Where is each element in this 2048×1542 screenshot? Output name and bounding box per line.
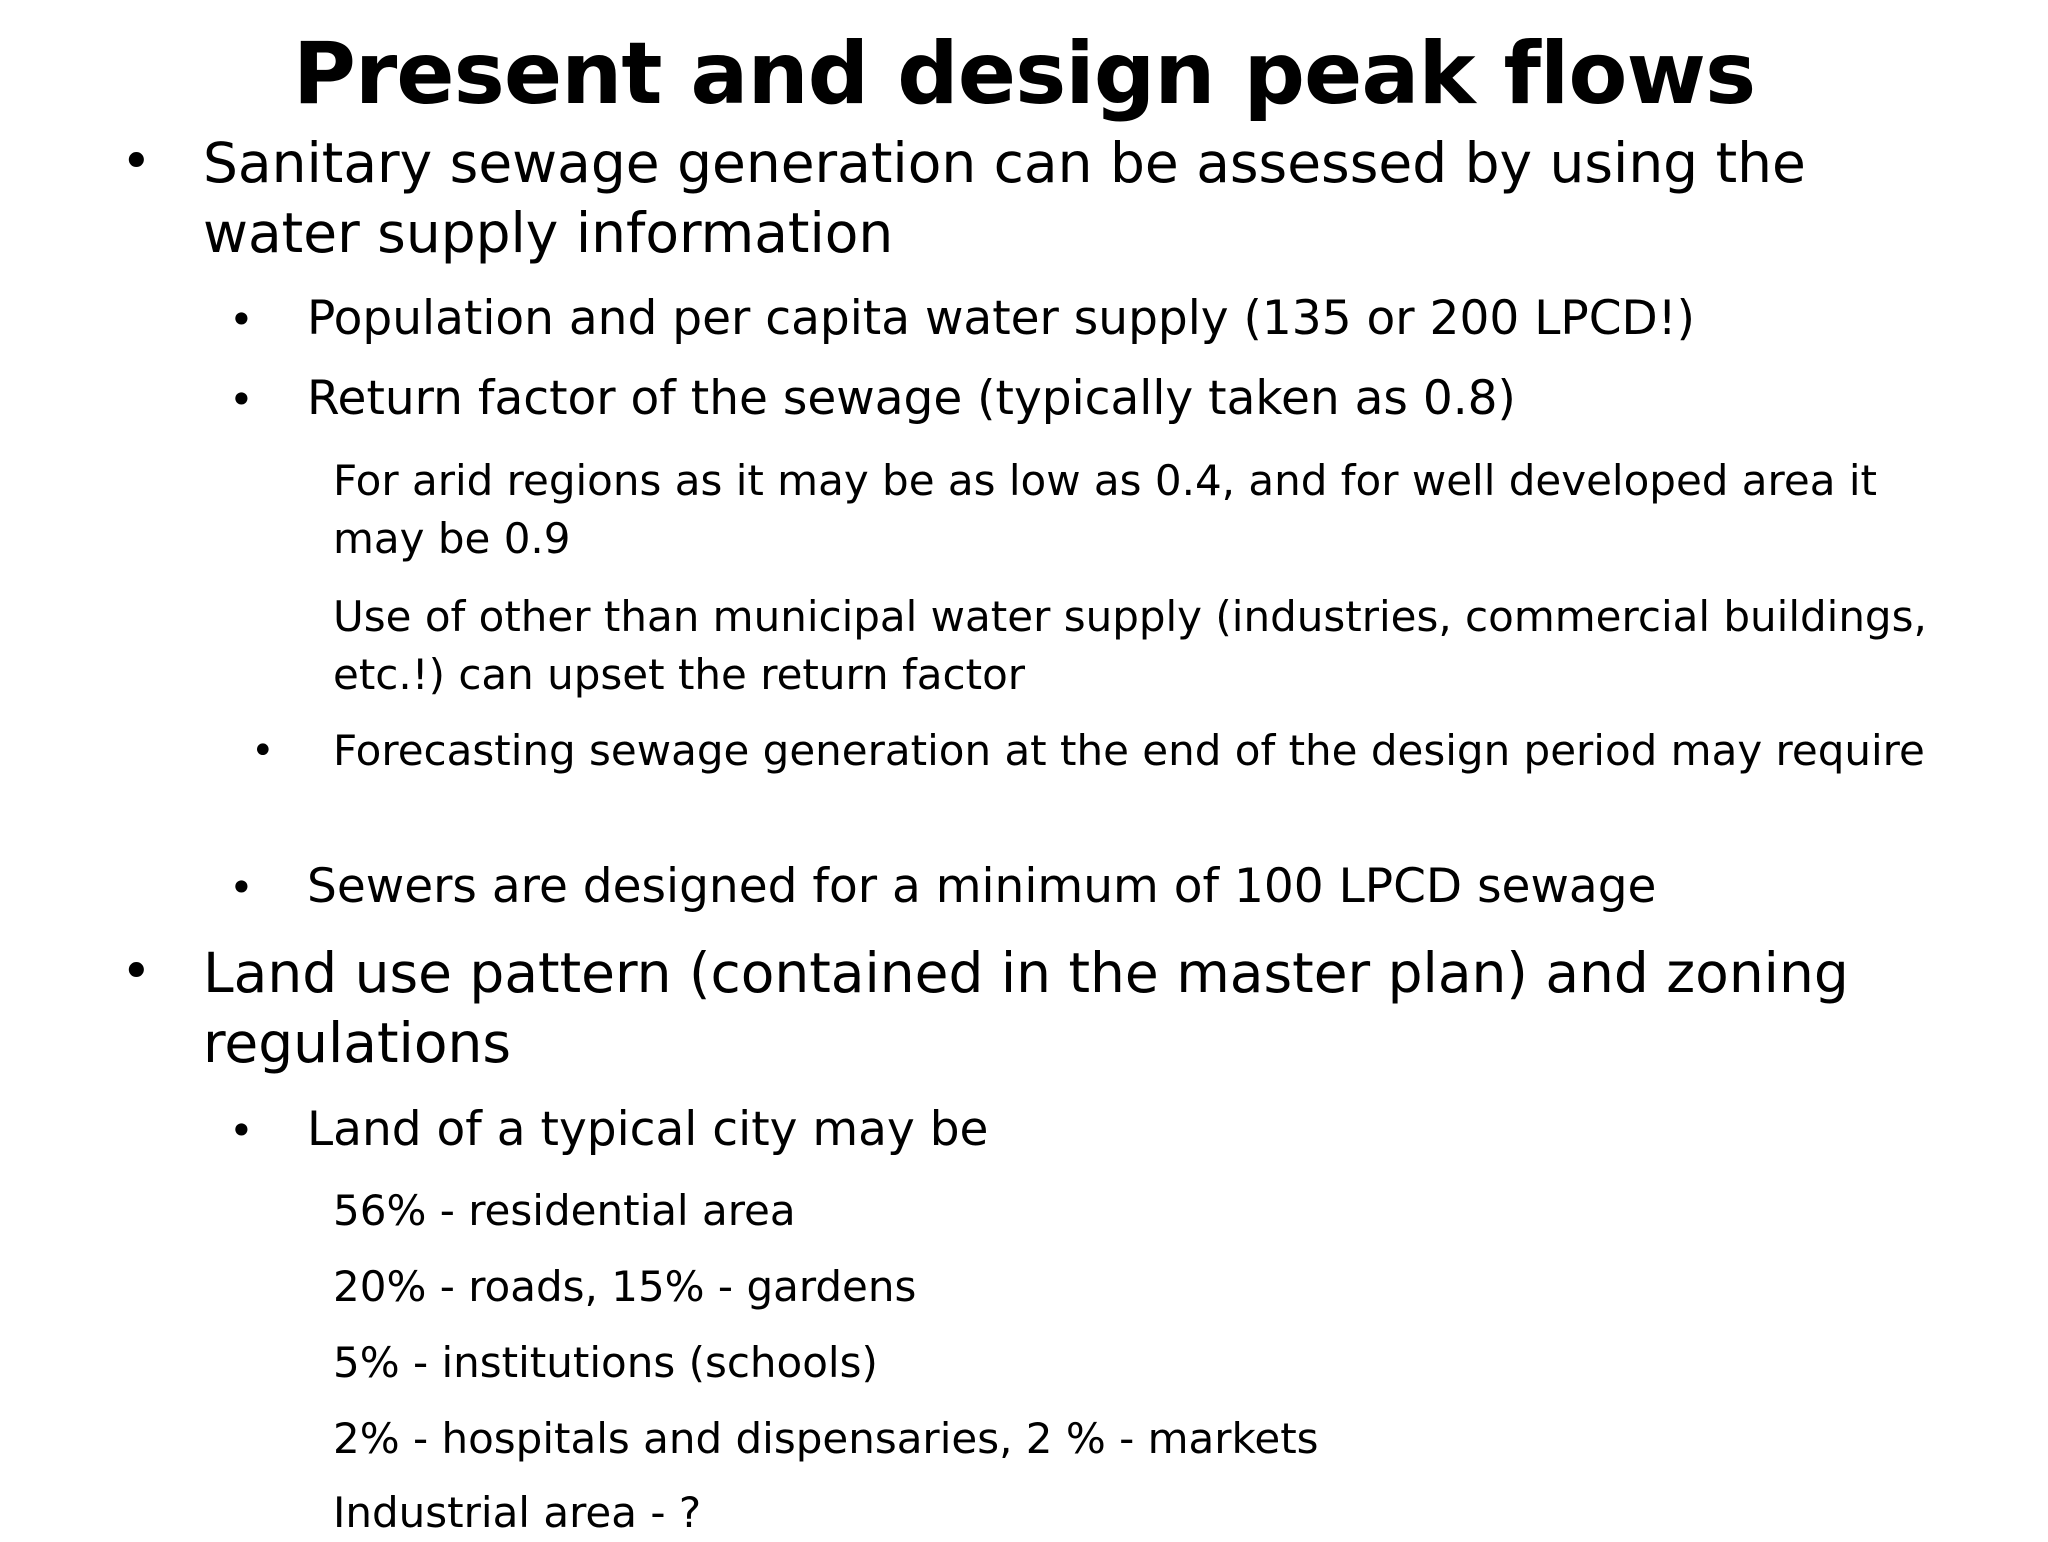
bullet-text: Land of a typical city may be bbox=[307, 1102, 989, 1157]
slide-title: Present and design peak flows bbox=[292, 24, 1756, 124]
bullet-dot: • bbox=[121, 132, 152, 192]
text-industrial bbox=[333, 1484, 1943, 1542]
bullet-text: 5% - institutions (schools) bbox=[333, 1338, 878, 1387]
text-other-water-supply bbox=[333, 588, 1943, 704]
bullet-dot: • bbox=[251, 728, 275, 774]
bullet-dot: • bbox=[229, 863, 254, 912]
bullet-text: 2% - hospitals and dispensaries, 2 % - markets bbox=[333, 1414, 1319, 1463]
bullet-sanitary-sewage bbox=[121, 128, 1903, 268]
bullet-return-factor bbox=[229, 370, 1957, 428]
bullet-dot: • bbox=[229, 375, 254, 424]
bullet-dot: • bbox=[121, 942, 152, 1002]
bullet-text: Population and per capita water supply (135 or 200 LPCD!) bbox=[307, 291, 1695, 346]
text-institutions bbox=[333, 1334, 1943, 1392]
bullet-text: 56% - residential area bbox=[333, 1186, 796, 1235]
text-hospitals-markets bbox=[333, 1410, 1943, 1468]
bullet-text: Return factor of the sewage (typically taken as 0.8) bbox=[307, 371, 1516, 426]
text-arid-regions bbox=[333, 452, 1943, 568]
bullet-text: For arid regions as it may be as low as 0.4, and for well developed area it may be 0.9 bbox=[333, 456, 1877, 563]
bullet-land-use bbox=[121, 938, 1903, 1078]
bullet-population bbox=[229, 290, 1957, 348]
bullet-text: Forecasting sewage generation at the end of the design period may require bbox=[333, 726, 1925, 775]
bullet-forecasting bbox=[251, 722, 1943, 780]
bullet-text: Industrial area - ? bbox=[333, 1488, 702, 1537]
bullet-text: Land use pattern (contained in the master plan) and zoning regulations bbox=[203, 941, 1849, 1075]
bullet-dot: • bbox=[229, 1106, 254, 1155]
bullet-text: Use of other than municipal water supply (industries, commercial buildings, etc.!) can upset the return factor bbox=[333, 592, 1927, 699]
bullet-text: Sanitary sewage generation can be assessed by using the water supply information bbox=[203, 131, 1806, 265]
text-roads-gardens bbox=[333, 1258, 1943, 1316]
text-residential bbox=[333, 1182, 1943, 1240]
bullet-land-typical-city bbox=[229, 1101, 1957, 1159]
bullet-text: 20% - roads, 15% - gardens bbox=[333, 1262, 917, 1311]
bullet-dot: • bbox=[229, 295, 254, 344]
bullet-sewers-minimum bbox=[229, 858, 1957, 916]
bullet-text: Sewers are designed for a minimum of 100 LPCD sewage bbox=[307, 859, 1657, 914]
